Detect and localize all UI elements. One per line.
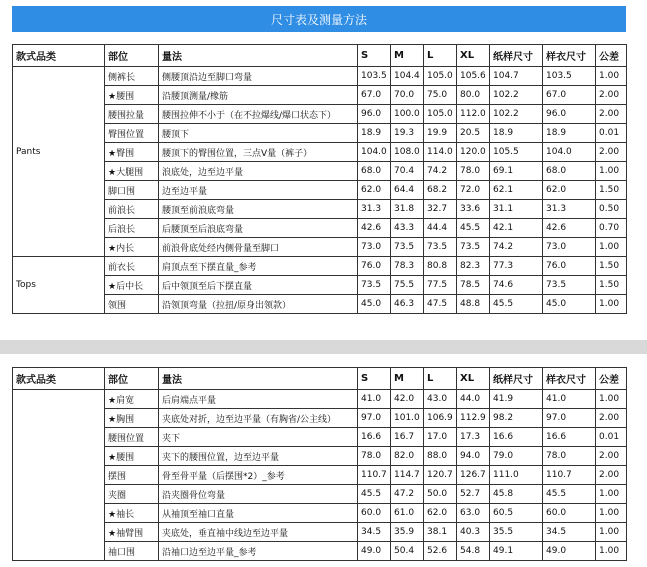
value-cell: 75.5 <box>391 276 424 295</box>
value-cell: 19.3 <box>391 124 424 143</box>
column-header: 样衣尺寸 <box>543 45 596 67</box>
value-cell: 97.0 <box>543 409 596 428</box>
value-cell: 16.6 <box>358 428 391 447</box>
part-cell: 前衣长 <box>105 257 159 276</box>
value-cell: 62.0 <box>424 504 457 523</box>
value-cell: 45.5 <box>358 485 391 504</box>
method-cell: 腰围拉伸不小于（在不拉爆线/爆口状态下） <box>159 105 358 124</box>
value-cell: 45.0 <box>358 295 391 314</box>
method-cell: 夹下 <box>159 428 358 447</box>
value-cell: 96.0 <box>358 105 391 124</box>
value-cell: 72.0 <box>457 181 490 200</box>
value-cell: 0.01 <box>596 124 627 143</box>
value-cell: 35.5 <box>490 523 543 542</box>
part-cell: ★腰围 <box>105 86 159 105</box>
column-header: L <box>424 45 457 67</box>
value-cell: 110.7 <box>543 466 596 485</box>
value-cell: 1.00 <box>596 67 627 86</box>
value-cell: 2.00 <box>596 447 627 466</box>
column-header: XL <box>457 368 490 390</box>
value-cell: 34.5 <box>358 523 391 542</box>
table-row <box>13 219 627 238</box>
value-cell: 16.6 <box>543 428 596 447</box>
column-header: 纸样尺寸 <box>490 368 543 390</box>
category-cell <box>13 485 105 504</box>
table-row <box>13 181 627 200</box>
column-header: 公差 <box>596 368 627 390</box>
method-cell: 夹底处，垂直袖中线边至边平量 <box>159 523 358 542</box>
table-row <box>13 86 627 105</box>
value-cell: 73.5 <box>391 238 424 257</box>
value-cell: 16.7 <box>391 428 424 447</box>
value-cell: 98.2 <box>490 409 543 428</box>
value-cell: 17.0 <box>424 428 457 447</box>
category-cell <box>13 523 105 542</box>
value-cell: 104.0 <box>543 143 596 162</box>
table-row <box>13 409 627 428</box>
value-cell: 45.8 <box>490 485 543 504</box>
part-cell: 后浪长 <box>105 219 159 238</box>
column-header: M <box>391 45 424 67</box>
method-cell: 沿袖口边至边平量_参考 <box>159 542 358 561</box>
category-cell <box>13 542 105 561</box>
value-cell: 78.0 <box>457 162 490 181</box>
value-cell: 32.7 <box>424 200 457 219</box>
value-cell: 82.0 <box>391 447 424 466</box>
value-cell: 105.0 <box>424 67 457 86</box>
part-cell: 腰围位置 <box>105 428 159 447</box>
column-header: 部位 <box>105 368 159 390</box>
value-cell: 44.4 <box>424 219 457 238</box>
value-cell: 105.6 <box>457 67 490 86</box>
part-cell: ★胸围 <box>105 409 159 428</box>
value-cell: 74.2 <box>490 238 543 257</box>
table-row <box>13 162 627 181</box>
value-cell: 104.0 <box>358 143 391 162</box>
category-cell <box>13 200 105 219</box>
value-cell: 17.3 <box>457 428 490 447</box>
value-cell: 73.5 <box>457 238 490 257</box>
part-cell: 腰围拉量 <box>105 105 159 124</box>
value-cell: 108.0 <box>391 143 424 162</box>
value-cell: 104.7 <box>490 67 543 86</box>
value-cell: 70.4 <box>391 162 424 181</box>
value-cell: 82.3 <box>457 257 490 276</box>
value-cell: 110.7 <box>358 466 391 485</box>
value-cell: 0.01 <box>596 428 627 447</box>
value-cell: 100.0 <box>391 105 424 124</box>
value-cell: 112.9 <box>457 409 490 428</box>
value-cell: 31.8 <box>391 200 424 219</box>
value-cell: 43.0 <box>424 390 457 409</box>
part-cell: 侧裤长 <box>105 67 159 86</box>
value-cell: 70.0 <box>391 86 424 105</box>
value-cell: 78.3 <box>391 257 424 276</box>
value-cell: 105.5 <box>490 143 543 162</box>
category-cell <box>13 124 105 143</box>
column-header: 量法 <box>159 368 358 390</box>
column-header: XL <box>457 45 490 67</box>
category-cell <box>13 67 105 86</box>
category-cell <box>13 238 105 257</box>
value-cell: 88.0 <box>424 447 457 466</box>
method-cell: 浪底处，边至边平量 <box>159 162 358 181</box>
method-cell: 沿夹圈骨位弯量 <box>159 485 358 504</box>
value-cell: 40.3 <box>457 523 490 542</box>
header-row <box>13 368 627 390</box>
value-cell: 78.5 <box>457 276 490 295</box>
value-cell: 41.0 <box>543 390 596 409</box>
value-cell: 61.0 <box>391 504 424 523</box>
column-header: 公差 <box>596 45 627 67</box>
column-header: 量法 <box>159 45 358 67</box>
part-cell: ★大腿围 <box>105 162 159 181</box>
part-cell: ★后中长 <box>105 276 159 295</box>
value-cell: 47.5 <box>424 295 457 314</box>
value-cell: 44.0 <box>457 390 490 409</box>
table-row <box>13 143 627 162</box>
header-row <box>13 45 627 67</box>
value-cell: 19.9 <box>424 124 457 143</box>
method-cell: 腰顶至前浪底弯量 <box>159 200 358 219</box>
value-cell: 63.0 <box>457 504 490 523</box>
value-cell: 77.3 <box>490 257 543 276</box>
category-cell <box>13 504 105 523</box>
value-cell: 18.9 <box>490 124 543 143</box>
method-cell: 后肩端点平量 <box>159 390 358 409</box>
value-cell: 68.0 <box>358 162 391 181</box>
category-cell <box>13 162 105 181</box>
value-cell: 60.0 <box>358 504 391 523</box>
method-cell: 从袖顶至袖口直量 <box>159 504 358 523</box>
value-cell: 46.3 <box>391 295 424 314</box>
value-cell: 78.0 <box>543 447 596 466</box>
table-row <box>13 542 627 561</box>
part-cell: ★腰围 <box>105 447 159 466</box>
value-cell: 2.00 <box>596 86 627 105</box>
column-header: 纸样尺寸 <box>490 45 543 67</box>
category-cell <box>13 295 105 314</box>
value-cell: 1.00 <box>596 504 627 523</box>
value-cell: 1.00 <box>596 162 627 181</box>
value-cell: 42.6 <box>358 219 391 238</box>
method-cell: 肩顶点至下摆直量_参考 <box>159 257 358 276</box>
value-cell: 104.4 <box>391 67 424 86</box>
method-cell: 前浪骨底处经内侧骨量至脚口 <box>159 238 358 257</box>
part-cell: 夹圈 <box>105 485 159 504</box>
category-cell <box>13 181 105 200</box>
table-row <box>13 238 627 257</box>
value-cell: 112.0 <box>457 105 490 124</box>
value-cell: 45.5 <box>457 219 490 238</box>
value-cell: 1.00 <box>596 485 627 504</box>
value-cell: 49.1 <box>490 542 543 561</box>
table-row <box>13 428 627 447</box>
part-cell: 前浪长 <box>105 200 159 219</box>
value-cell: 50.4 <box>391 542 424 561</box>
value-cell: 49.0 <box>543 542 596 561</box>
value-cell: 41.0 <box>358 390 391 409</box>
value-cell: 41.9 <box>490 390 543 409</box>
value-cell: 54.8 <box>457 542 490 561</box>
value-cell: 73.5 <box>424 238 457 257</box>
value-cell: 42.1 <box>490 219 543 238</box>
method-cell: 后中领顶至后下摆直量 <box>159 276 358 295</box>
value-cell: 73.0 <box>358 238 391 257</box>
value-cell: 96.0 <box>543 105 596 124</box>
value-cell: 101.0 <box>391 409 424 428</box>
table-row <box>13 485 627 504</box>
table-row <box>13 447 627 466</box>
category-cell <box>13 86 105 105</box>
value-cell: 106.9 <box>424 409 457 428</box>
table-row <box>13 466 627 485</box>
value-cell: 69.1 <box>490 162 543 181</box>
value-cell: 79.0 <box>490 447 543 466</box>
value-cell: 1.00 <box>596 390 627 409</box>
value-cell: 103.5 <box>543 67 596 86</box>
value-cell: 45.0 <box>543 295 596 314</box>
method-cell: 沿腰顶测量/橡筋 <box>159 86 358 105</box>
value-cell: 114.0 <box>424 143 457 162</box>
column-header: L <box>424 368 457 390</box>
value-cell: 31.3 <box>358 200 391 219</box>
value-cell: 20.5 <box>457 124 490 143</box>
value-cell: 47.2 <box>391 485 424 504</box>
value-cell: 78.0 <box>358 447 391 466</box>
value-cell: 74.2 <box>424 162 457 181</box>
category-cell <box>13 409 105 428</box>
value-cell: 18.9 <box>358 124 391 143</box>
column-header: 部位 <box>105 45 159 67</box>
category-cell <box>13 428 105 447</box>
value-cell: 97.0 <box>358 409 391 428</box>
method-cell: 沿领顶弯量（拉扭/原身出领款） <box>159 295 358 314</box>
value-cell: 64.4 <box>391 181 424 200</box>
method-cell: 侧腰顶沿边至脚口弯量 <box>159 67 358 86</box>
column-header: 款式品类 <box>13 368 105 390</box>
value-cell: 126.7 <box>457 466 490 485</box>
value-cell: 49.0 <box>358 542 391 561</box>
value-cell: 67.0 <box>543 86 596 105</box>
value-cell: 1.00 <box>596 523 627 542</box>
method-cell: 腰顶下 <box>159 124 358 143</box>
value-cell: 0.70 <box>596 219 627 238</box>
value-cell: 80.8 <box>424 257 457 276</box>
part-cell: 摆围 <box>105 466 159 485</box>
part-cell: ★内长 <box>105 238 159 257</box>
value-cell: 52.6 <box>424 542 457 561</box>
column-header: 款式品类 <box>13 45 105 67</box>
value-cell: 62.0 <box>543 181 596 200</box>
table-row <box>13 67 627 86</box>
value-cell: 2.00 <box>596 409 627 428</box>
value-cell: 35.9 <box>391 523 424 542</box>
table-row <box>13 105 627 124</box>
value-cell: 105.0 <box>424 105 457 124</box>
table-row <box>13 257 627 276</box>
value-cell: 1.00 <box>596 542 627 561</box>
category-cell <box>13 390 105 409</box>
value-cell: 52.7 <box>457 485 490 504</box>
category-cell: Tops <box>13 276 105 295</box>
table-row <box>13 295 627 314</box>
value-cell: 31.1 <box>490 200 543 219</box>
value-cell: 18.9 <box>543 124 596 143</box>
part-cell: ★袖长 <box>105 504 159 523</box>
part-cell: ★臀围 <box>105 143 159 162</box>
value-cell: 73.5 <box>543 276 596 295</box>
value-cell: 1.50 <box>596 257 627 276</box>
table-row <box>13 276 627 295</box>
part-cell: 臀围位置 <box>105 124 159 143</box>
value-cell: 1.00 <box>596 295 627 314</box>
value-cell: 68.2 <box>424 181 457 200</box>
column-header: 样衣尺寸 <box>543 368 596 390</box>
part-cell: 脚口围 <box>105 181 159 200</box>
column-header: S <box>358 368 391 390</box>
value-cell: 120.0 <box>457 143 490 162</box>
value-cell: 34.5 <box>543 523 596 542</box>
size-table-2 <box>12 367 627 561</box>
table-row <box>13 390 627 409</box>
part-cell: ★袖臂围 <box>105 523 159 542</box>
value-cell: 76.0 <box>543 257 596 276</box>
value-cell: 45.5 <box>490 295 543 314</box>
size-table-1 <box>12 44 627 314</box>
value-cell: 45.5 <box>543 485 596 504</box>
method-cell: 后腰顶至后浪底弯量 <box>159 219 358 238</box>
value-cell: 50.0 <box>424 485 457 504</box>
value-cell: 42.6 <box>543 219 596 238</box>
column-header: S <box>358 45 391 67</box>
category-cell: Pants <box>13 143 105 162</box>
table-row <box>13 523 627 542</box>
method-cell: 骨至骨平量（后摆围*2）_参考 <box>159 466 358 485</box>
part-cell: 领围 <box>105 295 159 314</box>
value-cell: 2.00 <box>596 105 627 124</box>
value-cell: 38.1 <box>424 523 457 542</box>
value-cell: 60.5 <box>490 504 543 523</box>
value-cell: 1.50 <box>596 276 627 295</box>
page-separator <box>0 340 647 354</box>
value-cell: 120.7 <box>424 466 457 485</box>
value-cell: 62.0 <box>358 181 391 200</box>
value-cell: 2.00 <box>596 143 627 162</box>
value-cell: 43.3 <box>391 219 424 238</box>
category-cell <box>13 466 105 485</box>
part-cell: 袖口围 <box>105 542 159 561</box>
category-cell <box>13 447 105 466</box>
value-cell: 60.0 <box>543 504 596 523</box>
table-row <box>13 124 627 143</box>
value-cell: 103.5 <box>358 67 391 86</box>
value-cell: 2.00 <box>596 466 627 485</box>
value-cell: 68.0 <box>543 162 596 181</box>
method-cell: 夹下的腰围位置，边至边平量 <box>159 447 358 466</box>
method-cell: 边至边平量 <box>159 181 358 200</box>
table-row <box>13 504 627 523</box>
value-cell: 48.8 <box>457 295 490 314</box>
value-cell: 0.50 <box>596 200 627 219</box>
value-cell: 74.6 <box>490 276 543 295</box>
value-cell: 62.1 <box>490 181 543 200</box>
value-cell: 102.2 <box>490 86 543 105</box>
category-cell <box>13 257 105 276</box>
value-cell: 67.0 <box>358 86 391 105</box>
table-row <box>13 200 627 219</box>
category-cell <box>13 105 105 124</box>
value-cell: 73.5 <box>358 276 391 295</box>
method-cell: 腰顶下的臀围位置，三点V量（裤子） <box>159 143 358 162</box>
value-cell: 114.7 <box>391 466 424 485</box>
value-cell: 1.50 <box>596 181 627 200</box>
value-cell: 33.6 <box>457 200 490 219</box>
category-cell <box>13 219 105 238</box>
method-cell: 夹底处对折，边至边平量（有胸省/公主线） <box>159 409 358 428</box>
value-cell: 16.6 <box>490 428 543 447</box>
value-cell: 73.0 <box>543 238 596 257</box>
value-cell: 94.0 <box>457 447 490 466</box>
value-cell: 80.0 <box>457 86 490 105</box>
part-cell: ★肩宽 <box>105 390 159 409</box>
value-cell: 75.0 <box>424 86 457 105</box>
value-cell: 1.00 <box>596 238 627 257</box>
value-cell: 111.0 <box>490 466 543 485</box>
page-title: 尺寸表及测量方法 <box>12 6 626 32</box>
value-cell: 102.2 <box>490 105 543 124</box>
value-cell: 42.0 <box>391 390 424 409</box>
value-cell: 31.3 <box>543 200 596 219</box>
value-cell: 76.0 <box>358 257 391 276</box>
column-header: M <box>391 368 424 390</box>
value-cell: 77.5 <box>424 276 457 295</box>
